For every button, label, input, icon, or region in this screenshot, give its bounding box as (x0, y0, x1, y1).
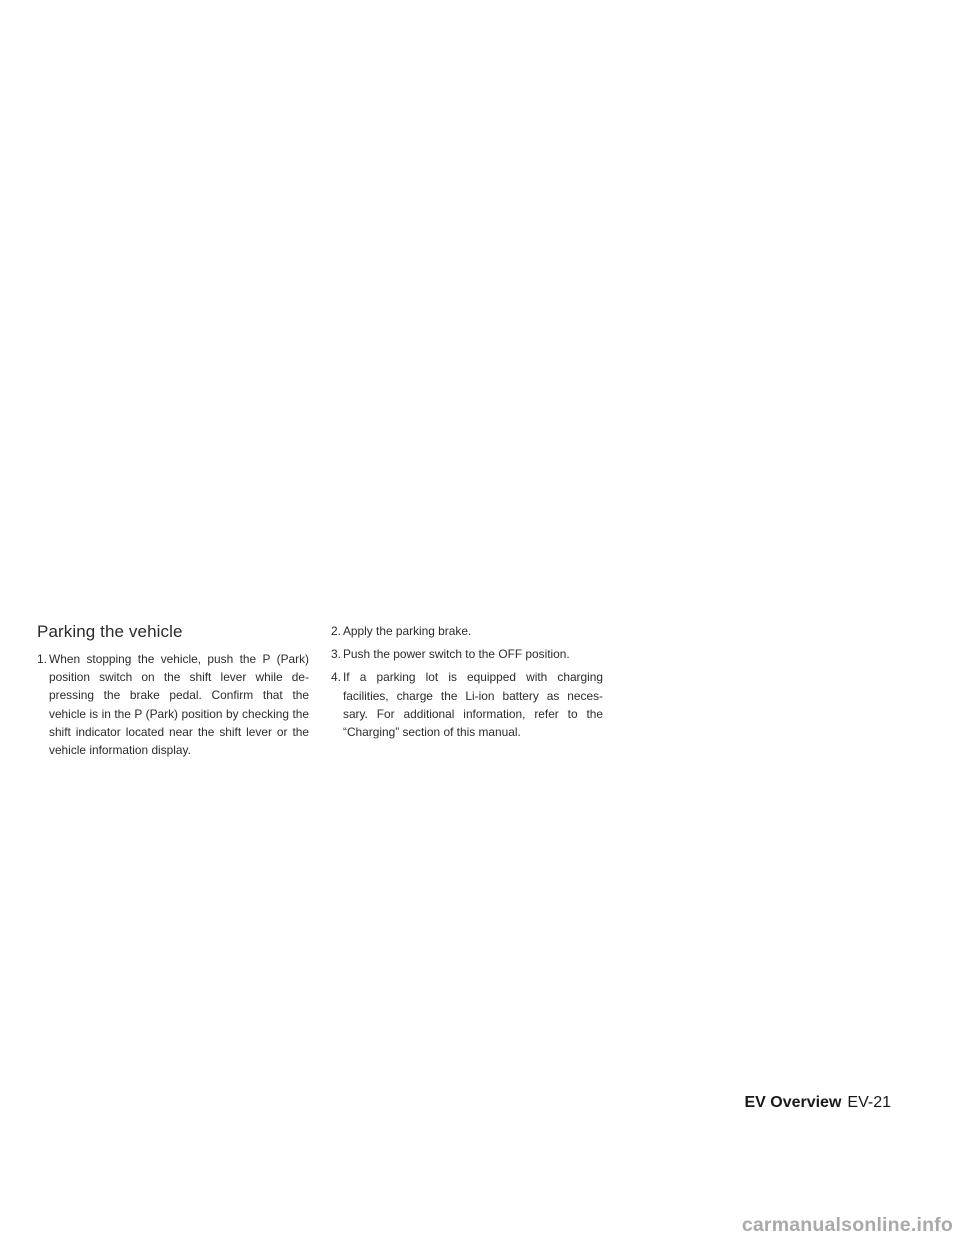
left-column (37, 650, 309, 764)
step-item (331, 645, 603, 663)
footer-section-name: EV Overview (744, 1094, 842, 1111)
page-number: EV-21 (847, 1094, 891, 1111)
steps-list-continued (331, 622, 603, 741)
step-number: 4. (331, 670, 341, 685)
right-column (331, 622, 603, 746)
step-text: If a parking lot is equipped with charging facilities, charge the Li-ion battery as neces- sary. For additional information, refer to the “Charging” section of this manual. (343, 670, 603, 740)
step-text: When stopping the vehicle, push the P (Park) position switch on the shift lever while de- pressing the brake pedal. Confirm that the vehicle is in the P (Park) position by checking the shift indicator located near the shift lever or the vehicle information display. (49, 652, 309, 758)
step-text: Apply the parking brake. (343, 624, 472, 638)
step-item (37, 650, 309, 759)
step-number: 1. (37, 652, 47, 666)
steps-list (37, 650, 309, 759)
step-item (331, 668, 603, 741)
page-footer (744, 1094, 891, 1112)
step-item (331, 622, 603, 640)
step-number: 3. (331, 647, 341, 662)
watermark: carmanualsonline.info (741, 1214, 953, 1236)
step-number: 2. (331, 624, 341, 638)
section-title: Parking the vehicle (37, 622, 183, 641)
step-text: Push the power switch to the OFF position. (343, 647, 570, 662)
